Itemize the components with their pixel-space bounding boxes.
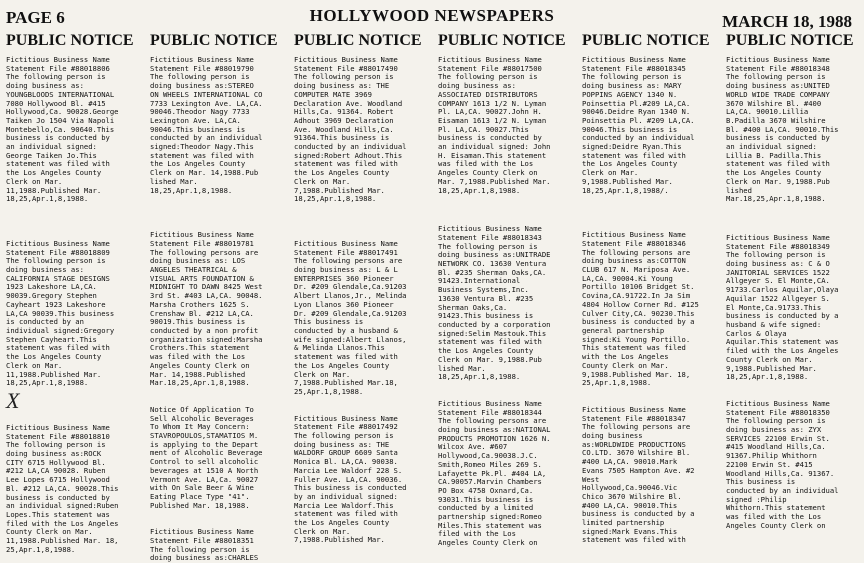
notice: Fictitious Business Name Statement File #88018349 The following person is doing business as: C & O JANITORIAL SERVICES 1522 Allgeyer S. El Monte,CA. 91733.Carlos Aquilar,Olaya Aquilar 1522 Allgeyer S. El Monte,Ca.91733.This business is conducted by a husband & wife signed: Carlos & Olaya Aquilar.This statement was filed with the Los Angeles County Clerk on Mar. 9,1988.Published Mar. 18,25,Apr.1,8,1988. — [726, 232, 839, 382]
notice: Fictitious Business Name Statement File #88018351 The following person is doing business as:CHARLES — [150, 527, 259, 563]
notice: Fictitious Business Name Statement File #88017500 The following person is doing business as: ASSOCIATED DISTRIBUTORS COMPANY 1613 1/2 N. Lyman Pl. LA,CA. 90027.John H. Eisaman 1613 1/2 N. Lyman Pl. LA,CA. 90027.This business is conducted by an individual signed: John H. Eisaman.This statement was filed with the Los Angeles County Clerk on Mar. 7,1988.Published Mar. 18,25,Apr.1,8,1988. — [438, 55, 551, 195]
notice: Fictitious Business Name Statement File #88019790 The following person is doing business as:STEREO ON WHEELS INTERNATIONAL CO 7733 Lexington Ave. LA,CA. 90046.Theodor Nagy 7733 Lexington Ave. LA,CA. 90046.This business is conducted by an individual signed:Theodor Nagy.This statement was filed with the Los Angeles County Clerk on Mar. 14,1988.Pub lished Mar. 18,25,Apr.1,8,1988. — [150, 55, 263, 195]
handwritten-mark: X — [6, 388, 20, 413]
notice: Notice Of Application To Sell Alcoholic Beverages To Whom It May Concern: STAVROPOULOS,STAMATIOS M. is applying to the Depart ment of Alcoholic Beverage Control to sell alcoholic beverages at 1510 A North Vermont Ave. LA,Ca. 90027 with On Sale Beer & Wine Eating Place Type "41". Published Mar. 18,1988. — [150, 404, 263, 510]
notice: Fictitious Business Name Statement File #88018806 The following person is doing business as: YOUNGBLOODS INTERNATIONAL 7080 Hollywood Bl. #415 Hollywood,Ca. 90028.George Taiken Jo 1504 Via Napoli Montebello,Ca. 90640.This business is conducted by an individual signed: George Taiken Jo.This statement was filed with the Los Angeles County Clerk on Mar. 11,1988.Published Mar. 18,25,Apr.1,8,1988. — [6, 55, 119, 204]
masthead-title: HOLLYWOOD NEWSPAPERS — [309, 6, 555, 25]
column-1 — [6, 30, 144, 554]
notice: Fictitious Business Name Statement File #88018810 The following person is doing business as:ROCK CITY 6715 Hollywood Bl. #212 LA,CA 90028. Ruben Lee Lopes 6715 Hollywood Bl. #212 LA,CA. 90028.This business is conducted by an individual signed:Ruben Lopes.This statement was filed with the Los Angeles County Clerk on Mar. 11,1988.Published Mar. 18, 25,Apr.1,8,1988. — [6, 422, 119, 554]
column-5 — [582, 30, 720, 545]
column-header: PUBLIC NOTICE — [294, 32, 422, 49]
notice: Fictitious Business Name Statement File #88017492 The following person is doing business as: THE WALDORF GROUP 6609 Santa Monica Bl. LA,CA. 90038. Marcia Lee Waldorf 228 S. Fuller Ave. LA,CA. 90036. This business is conducted by an individual signed: Marcia Lee Waldorf.This statement was filed with the Los Angeles County Clerk on Mar. 7,1988.Published Mar. — [294, 413, 407, 545]
issue-date: MARCH 18, 1988 — [722, 12, 852, 31]
column-6 — [726, 30, 860, 540]
notice: Fictitious Business Name Statement File #88018350 The following person is doing business as: ZYX SERVICES 22100 Erwin St. #415 Woodland Hills,Ca. 91367.Philip Whithorn 22100 Erwin St. #415 Woodland Hills,Ca. 91367. This business is conducted by an individual signed :Philip Whithorn.This statement was filed with the Los Angeles County Clerk on — [726, 398, 839, 530]
column-header: PUBLIC NOTICE — [6, 32, 134, 49]
notice: Fictitious Business Name Statement File #88018345 The following person is doing business as: MARY POPPINS AGENCY 1340 N. Poinsettia Pl.#209 LA,CA. 90046.Deidre Ryan 1340 N. Poinsettia Pl. #209 LA,CA. 90046.This business is conducted by an individual signed:Deidre Ryan.This statement was filed with the Los Angeles County Clerk on Mar. 9,1988.Published Mar. 18,25,Apr.1,8,1988/. — [582, 55, 695, 195]
notice: Fictitious Business Name Statement File #88018347 The following persons are doing business as:WORLDWIDE PRODUCTIONS CO.LTD. 3670 Wilshire Bl. #400 LA,CA. 90010.Mark Evans 7505 Hampton Ave. #2 West Hollywood,Ca.90046.Vic Chico 3670 Wilshire Bl. #400 LA,CA. 90010.This business is conducted by a limited partnership signed:Mark Evans.This statement was filed with — [582, 404, 695, 545]
notice: Fictitious Business Name Statement File #88018346 The following persons are doing business as:COTTON CLUB 617 N. Mariposa Ave. LA,CA. 90004.Ki Young Portillo 10106 Bridget St. Covina,CA.91722.In Ja Sim 4804 Hollow Corner Rd. #125 Culver City,CA. 90230.This business is conducted by a general partnership signed:Ki Young Portillo. This statement was filed with the Los Angeles County Clerk on Mar. 9,1988.Published Mar. 18, 25,Apr.1,8,1988. — [582, 230, 699, 388]
column-header: PUBLIC NOTICE — [438, 32, 566, 49]
column-4 — [438, 30, 576, 548]
notice: Fictitious Business Name Statement File #88018344 The following persons are doing business as:NATIONAL PRODUCTS PROMOTION 1626 N. Wilcox Ave. #607 Hollywood,Ca.90038.J.C. Smith,Romeo Miles 269 S. Lafayette Pk.Pl. #404 LA, CA.90057.Marvin Chambers PO Box 4758 Oxnard,Ca. 93031.This business is conducted by a limited partnership signed:Romeo Miles.This statement was filed with the Los Angeles County Clerk on — [438, 398, 551, 548]
column-header: PUBLIC NOTICE — [150, 32, 278, 49]
column-2 — [150, 30, 288, 563]
page-number: PAGE 6 — [6, 8, 65, 27]
notice-columns — [0, 30, 864, 563]
notice: Fictitious Business Name Statement File #88017490 The following person is doing business as: THE COMPUTER MATE 3969 Declaration Ave. Woodland Hills,Ca. 91364. Robert Adhout 3969 Declaration Ave. Woodland Hills,Ca. 91364.This business is conducted by an individual signed:Robert Adhout.This statement was filed with the Los Angeles County Clerk on Mar. 7,1988.Published Mar. 18,25,Apr.1,8,1988. — [294, 55, 407, 204]
notice: Fictitious Business Name Statement File #88017491 The following persons are doing business as: L & L ENTERPRISES 360 Pioneer Dr. #209 Glendale,Ca.91203 Albert Llanos,Jr., Melinda Lyon Llanos 360 Pioneer Dr. #209 Glendale,Ca.91203 This business is conducted by a husband & wife signed:Albert Llanos, & Melinda Llanos.This statement was filed with the Los Angeles County Clerk on Mar. 7,1988.Published Mar.18, 25,Apr.1,8,1988. — [294, 238, 407, 396]
column-header: PUBLIC NOTICE — [726, 32, 854, 49]
notice: Fictitious Business Name Statement File #88018809 The following person is doing business as: CALIFORNIA STAGE DESIGNS 1923 Lakeshore LA,CA. 90039.Gregory Stephen Cayheart 1923 Lakeshore LA,CA 90039.This business is conducted by an individual signed:Gregory Stephen Cayheart.This statement was filed with the Los Angeles County Clerk on Mar. 11,1988.Published Mar. 18,25,Apr.1,8,1988. — [6, 238, 115, 388]
column-3 — [294, 30, 432, 545]
column-header: PUBLIC NOTICE — [582, 32, 710, 49]
notice: Fictitious Business Name Statement File #88018343 The following person is doing business as:UNITRADE NETWORK CO. 13630 Ventura Bl. #235 Sherman Oaks,CA. 91423.International Business Systems,Inc. 13630 Ventura Bl. #235 Sherman Oaks,Ca. 91423.This business is conducted by a corporation signed:Selim Mastouk.This statement was filed with the Los Angeles County Clerk on Mar. 9,1988.Pub lished Mar. 18,25,Apr.1,8,1988. — [438, 224, 551, 382]
notice: Fictitious Business Name Statement File #88019781 The following persons are doing business as: LOS ANGELES THEATRICAL & VISUAL ARTS FOUNDATION & MIDNIGHT TO DAWN 8425 West 3rd St. #403 LA,CA. 90048. Marsha Crothers 1625 S. Crenshaw Bl. #212 LA,CA. 90019.This business is conducted by a non profit organization signed:Marsha Crothers.This statement was filed with the Los Angeles County Clerk on Mar. 14,1988.Published Mar.18,25,Apr.1,8,1988. — [150, 230, 263, 388]
notice: Fictitious Business Name Statement File #88018348 The following person is doing business as:UNITED WORLD WIDE TRADE COMPANY 3670 Wilshire Bl. #400 LA,CA. 90010.Lillia B.Padilla 3670 Wilshire Bl. #400 LA,CA. 90010.This business is conducted by an individual signed: Lillia B. Padilla.This statement was filed with the Los Angeles County Clerk on Mar. 9,1988.Pub lished Mar.18,25,Apr.1,8,1988. — [726, 55, 839, 204]
